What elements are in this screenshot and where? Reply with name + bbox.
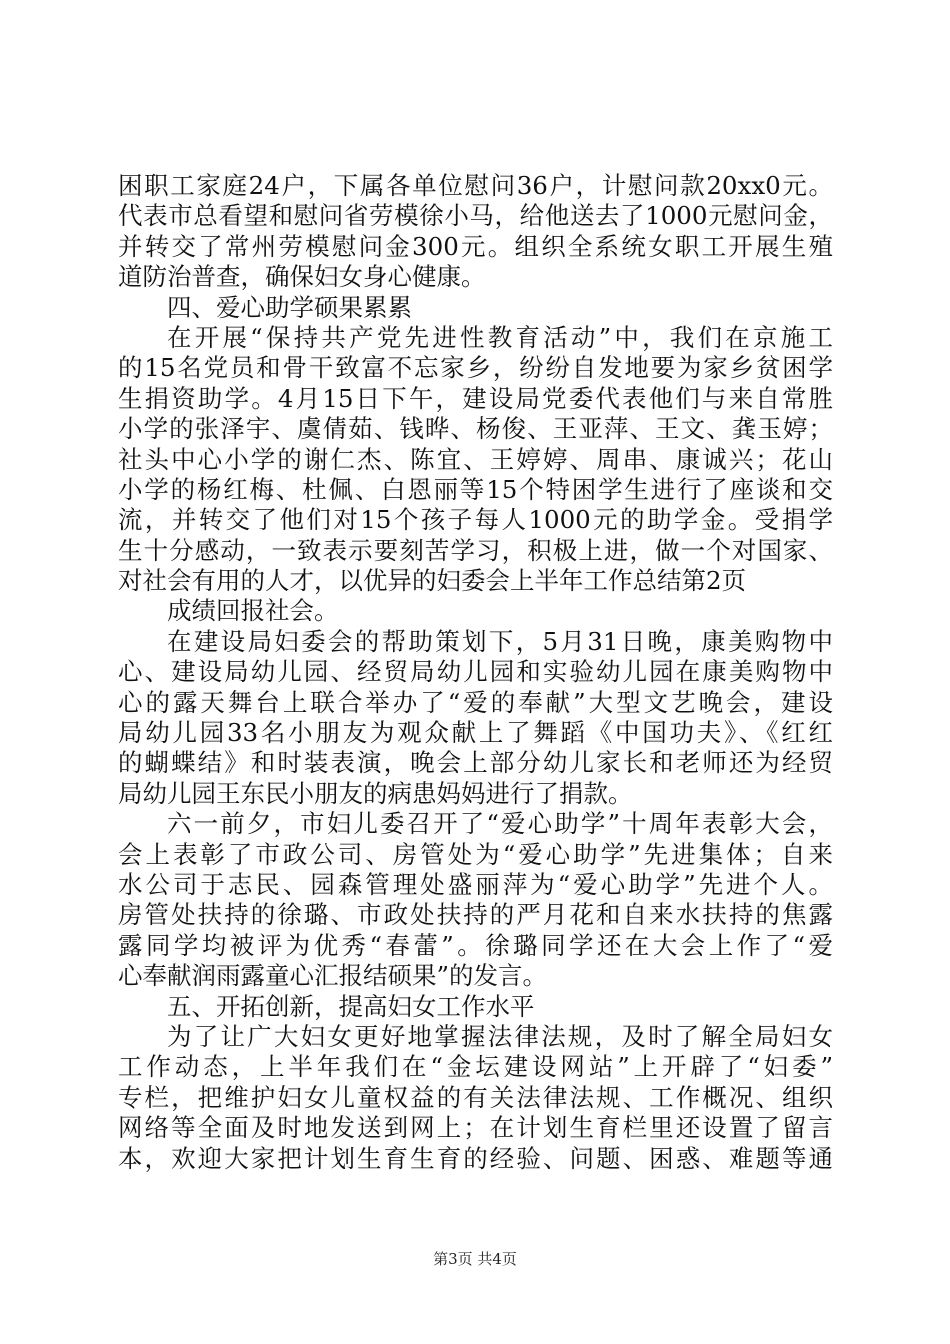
- text-line: 生捐资助学。4月15日下午，建设局党委代表他们与来自常胜: [118, 383, 833, 413]
- text-line: 水公司于志民、园森管理处盛丽萍为“爱心助学”先进个人。: [118, 869, 833, 899]
- text-line: 心的露天舞台上联合举办了“爱的奉献”大型文艺晚会，建设: [118, 687, 833, 717]
- text-line: 网络等全面及时地发送到网上；在计划生育栏里还设置了留言: [118, 1113, 833, 1143]
- text-line: 生十分感动，一致表示要刻苦学习，积极上进，做一个对国家、: [118, 535, 833, 565]
- text-line: 心奉献润雨露童心汇报结硕果”的发言。: [118, 961, 548, 991]
- text-line: 的蝴蝶结》和时装表演，晚会上部分幼儿家长和老师还为经贸: [118, 748, 833, 778]
- text-line: 流，并转交了他们对15个孩子每人1000元的助学金。受捐学: [118, 505, 833, 535]
- text-line: 专栏，把维护妇女儿童权益的有关法律法规、工作概况、组织: [118, 1082, 833, 1112]
- text-line: 局幼儿园王东民小朋友的病患妈妈进行了捐款。: [118, 778, 633, 808]
- text-line: 局幼儿园33名小朋友为观众献上了舞蹈《中国功夫》、《红红: [118, 718, 833, 748]
- text-line: 对社会有用的人才，以优异的妇委会上半年工作总结第2页: [118, 566, 747, 596]
- text-line: 露同学均被评为优秀“春蕾”。徐璐同学还在大会上作了“爱: [118, 930, 833, 960]
- document-body: [118, 171, 833, 1174]
- text-line: 小学的张泽宇、虞倩茹、钱晔、杨俊、王亚萍、王文、龚玉婷；: [118, 414, 833, 444]
- page-footer: 第3页 共4页: [433, 1250, 517, 1268]
- text-line: 并转交了常州劳模慰问金300元。组织全系统女职工开展生殖: [118, 231, 833, 261]
- text-line: 代表市总看望和慰问省劳模徐小马，给他送去了1000元慰问金，: [118, 201, 833, 231]
- text-line: 五、开拓创新，提高妇女工作水平: [167, 991, 535, 1021]
- text-line: 在建设局妇委会的帮助策划下，5月31日晚，康美购物中: [167, 626, 833, 656]
- text-line: 工作动态，上半年我们在“金坛建设网站”上开辟了“妇委”: [118, 1052, 833, 1082]
- text-line: 道防治普查，确保妇女身心健康。: [118, 262, 486, 292]
- text-line: 困职工家庭24户，下属各单位慰问36户，计慰问款20xx0元。: [118, 171, 833, 200]
- text-line: 四、爱心助学硕果累累: [167, 292, 412, 322]
- text-line: 房管处扶持的徐璐、市政处扶持的严月花和自来水扶持的焦露: [118, 900, 833, 930]
- text-line: 社头中心小学的谢仁杰、陈宜、王婷婷、周串、康诚兴；花山: [118, 444, 833, 474]
- text-line: 会上表彰了市政公司、房管处为“爱心助学”先进集体；自来: [118, 839, 833, 869]
- text-line: 成绩回报社会。: [167, 596, 339, 626]
- text-line: 的15名党员和骨干致富不忘家乡，纷纷自发地要为家乡贫困学: [118, 353, 833, 383]
- text-line: 在开展“保持共产党先进性教育活动”中，我们在京施工: [167, 322, 833, 352]
- text-line: 为了让广大妇女更好地掌握法律法规，及时了解全局妇女: [167, 1021, 833, 1051]
- text-line: 六一前夕，市妇儿委召开了“爱心助学”十周年表彰大会，: [167, 809, 833, 839]
- text-line: 本，欢迎大家把计划生育生育的经验、问题、困惑、难题等通: [118, 1143, 833, 1173]
- text-line: 心、建设局幼儿园、经贸局幼儿园和实验幼儿园在康美购物中: [118, 657, 833, 687]
- text-line: 小学的杨红梅、杜佩、白恩丽等15个特困学生进行了座谈和交: [118, 474, 833, 504]
